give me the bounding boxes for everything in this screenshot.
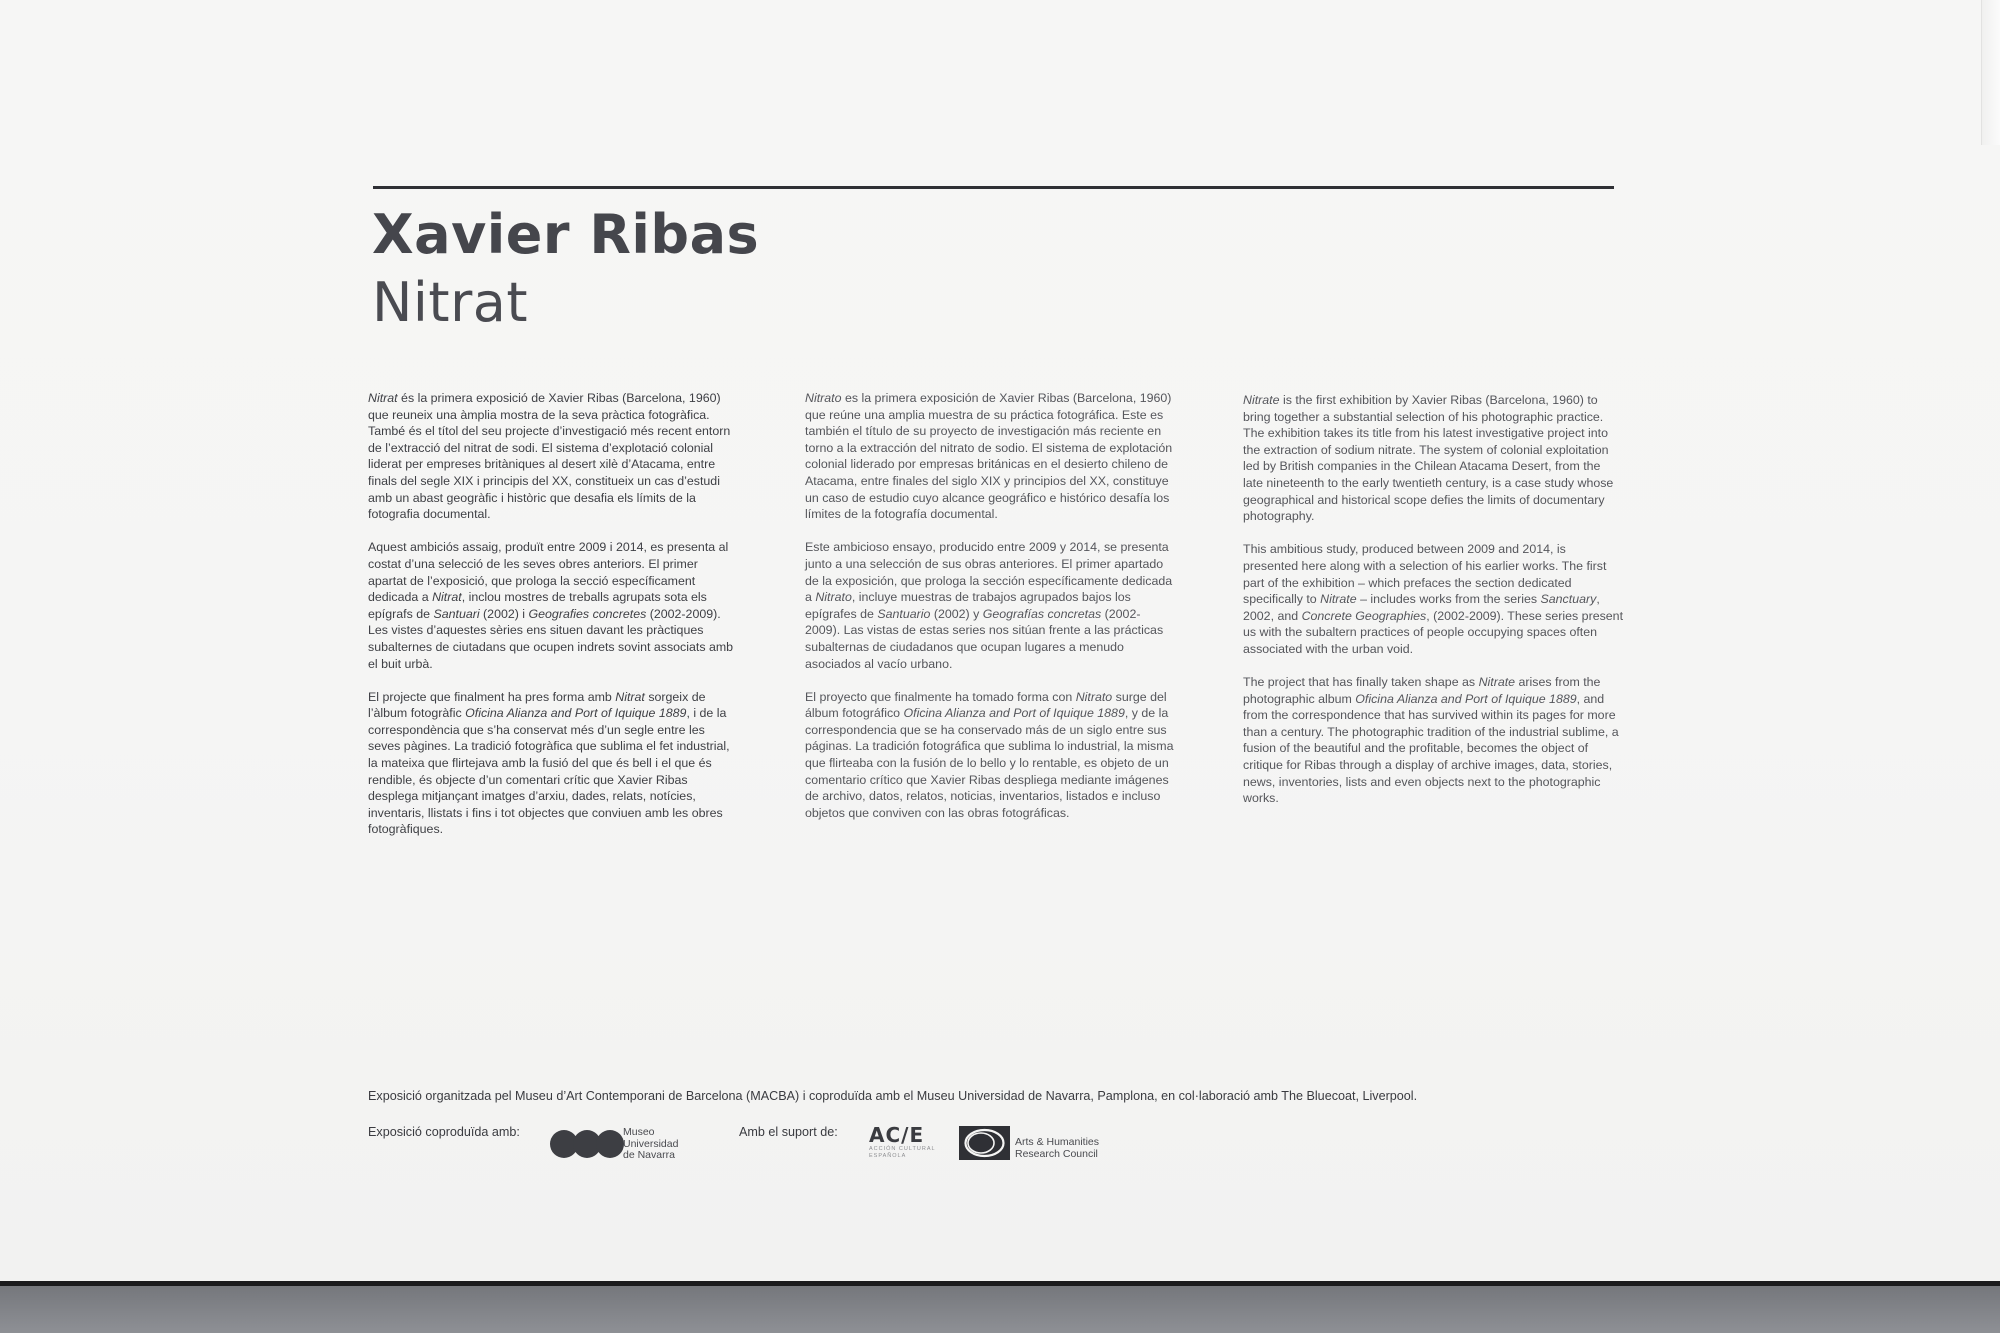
logo-text-line: Arts & Humanities bbox=[1015, 1136, 1100, 1148]
italic-title: Geografías concretas bbox=[982, 606, 1102, 621]
italic-title: Nitrato bbox=[1075, 689, 1113, 704]
italic-title: Nitrat bbox=[368, 391, 398, 405]
paragraph-text: (2002-2009). Les vistes d’aquestes sèries ens situen davant les pràctiques subalternes de ciutadans que ocupen indrets sovint associats amb el buit urbà. bbox=[368, 606, 734, 671]
paragraph-text: is the first exhibition by Xavier Ribas (Barcelona, 1960) to bring together a substantial selection of his photographic practice. The exhibition takes its title from his latest investigative project into the extraction of sodium nitrate. The system of colonial exploitation led by British companies in the Chilean Atacama Desert, from the late nineteenth to the early twentieth century, is a case study whose geographical and historical scope defies the limits of documentary photography. bbox=[1243, 393, 1614, 524]
paragraph-text: , inclou mostres de treballs agrupats sota els epígrafs de bbox=[368, 590, 707, 621]
paragraph-text: surge del álbum fotográfico bbox=[805, 689, 1167, 721]
italic-title: Santuario bbox=[877, 606, 931, 621]
paragraph bbox=[805, 689, 1175, 822]
artist-name: Xavier Ribas bbox=[372, 203, 760, 266]
logo-text-line: de Navarra bbox=[623, 1149, 675, 1161]
museo-universidad-navarra-logo bbox=[550, 1124, 690, 1162]
wall-corner bbox=[1981, 0, 2000, 145]
italic-title: Nitrato bbox=[805, 391, 842, 405]
italic-title: Nitrate bbox=[1243, 393, 1280, 407]
gallery-floor bbox=[0, 1286, 2000, 1333]
text-column-spanish bbox=[805, 390, 1175, 838]
paragraph-text: , i de la correspondència que s’ha conservat més d’un segle entre les seves pàgines. La tradició fotogràfica que sublima el fet industrial, la mateixa que flirtejava amb la fusió del que és bell i el que és rendible, és objecte d’un comentari crític que Xavier Ribas desplega mitjançant imatges d’arxiu, dades, relats, notícies, inventaris, llistats i fins i tot objectes que conviuen amb les obres fotogràfiques. bbox=[368, 706, 730, 837]
paragraph-text: es la primera exposición de Xavier Ribas (Barcelona, 1960) que reúne una amplia muestra de su práctica fotográfica. Este es también el título de su proyecto de investigación más reciente en torno a la extracción del nitrato de sodio. El sistema de explotación colonial liderado por empresas británicas en el desierto chileno de Atacama, entre finales del siglo XIX y principios del XX, constituye un caso de estudio cuyo alcance geográfico e histórico desafía los límites de la fotografía documental. bbox=[805, 391, 1173, 522]
logo-text-line: ACCIÓN CULTURAL bbox=[869, 1146, 936, 1152]
ace-wordmark: AC/E bbox=[869, 1123, 925, 1147]
paragraph-text: (2002-2009). Las vistas de estas series nos sitúan frente a las prácticas subalternas de ciudadanos que ocupan lugares a menudo asociados al vacío urbano. bbox=[805, 606, 1164, 671]
paragraph-text: , y de la correspondencia que se ha conservado más de un siglo entre sus páginas. La tradición fotográfica que sublima lo industrial, la misma que flirteaba con la fusión de lo bello y lo rentable, es objeto de un comentario crítico que Xavier Ribas despliega mediante imágenes de archivo, datos, relatos, noticias, inventarios, listados e incluso objetos que conviven con las obras fotográficas. bbox=[805, 706, 1174, 820]
paragraph-text: (2002) y bbox=[930, 606, 983, 621]
paragraph bbox=[1243, 392, 1623, 525]
accion-cultural-espanola-logo bbox=[869, 1124, 949, 1164]
paragraph-text: és la primera exposició de Xavier Ribas (Barcelona, 1960) que reuneix una àmplia mostra de la seva pràctica fotogràfica. També és el títol del seu projecte d’investigació més recent entorn de l’extracció del nitrat de sodi. El sistema d’explotació colonial liderat per empreses britàniques al desert xilè d’Atacama, entre finals del segle XIX i principis del XX, constitueix un cas d’estudi amb un abast geogràfic i històric que desafia els límits de la fotografia documental. bbox=[368, 391, 731, 522]
ahrc-emblem-icon bbox=[959, 1126, 1010, 1160]
italic-title: Sanctuary bbox=[1540, 592, 1597, 607]
paragraph bbox=[368, 689, 738, 838]
paragraph-text: , and from the correspondence that has survived within its pages for more than a century. The photographic tradition of the industrial sublime, a fusion of the beautiful and the profitable, becomes the object of critique for Ribas through a display of archive images, data, stories, news, inventories, lists and even objects next to the photographic works. bbox=[1243, 691, 1619, 806]
paragraph-text: El projecte que finalment ha pres forma amb bbox=[368, 689, 616, 704]
paragraph bbox=[805, 539, 1175, 672]
italic-title: Nitrat bbox=[615, 689, 645, 704]
header-rule bbox=[373, 186, 1614, 189]
arts-humanities-research-council-logo bbox=[959, 1126, 1119, 1162]
three-circles-icon bbox=[550, 1127, 624, 1161]
italic-title: Nitrat bbox=[432, 590, 462, 605]
paragraph-text: , 2002, and bbox=[1243, 592, 1600, 623]
paragraph bbox=[1243, 541, 1623, 657]
logo-circle bbox=[596, 1130, 624, 1158]
paragraph bbox=[805, 390, 1175, 523]
logo-wordmark bbox=[623, 1127, 678, 1162]
ace-subtitle bbox=[869, 1146, 949, 1160]
paragraph bbox=[368, 390, 738, 523]
exhibition-title: Nitrat bbox=[372, 271, 529, 334]
paragraph bbox=[368, 539, 738, 672]
paragraph-text: Aquest ambiciós assaig, produït entre 2009 i 2014, es presenta al costat d’una selecció de les seves obres anteriors. El primer apartat de l’exposició, que prologa la secció específicament dedicada a bbox=[368, 540, 729, 605]
italic-title: Nitrate bbox=[1478, 675, 1516, 690]
coproduced-label: Exposició coproduïda amb: bbox=[368, 1125, 520, 1139]
paragraph-text: (2002) i bbox=[479, 606, 529, 621]
italic-title: Santuari bbox=[433, 606, 480, 621]
italic-title: Geografies concretes bbox=[528, 606, 647, 621]
logo-wordmark bbox=[1015, 1137, 1099, 1160]
italic-title: Nitrate bbox=[1320, 592, 1357, 607]
italic-title: Oficina Alianza and Port of Iquique 1889 bbox=[465, 706, 687, 721]
italic-title: Nitrato bbox=[815, 590, 852, 605]
paragraph-text: , (2002-2009). These series present us with the subaltern practices of people occupying spaces often associated with the urban void. bbox=[1243, 608, 1624, 656]
italic-title: Concrete Geographies bbox=[1301, 608, 1427, 623]
logo-text-line: Research Council bbox=[1015, 1147, 1098, 1160]
italic-title: Oficina Alianza and Port of Iquique 1889 bbox=[1355, 691, 1577, 706]
logo-text-line: Museo bbox=[623, 1126, 655, 1138]
italic-title: Oficina Alianza and Port of Iquique 1889 bbox=[903, 706, 1125, 721]
paragraph-text: , incluye muestras de trabajos agrupados bajos los epígrafes de bbox=[805, 590, 1131, 621]
paragraph-text: – includes works from the series bbox=[1356, 592, 1541, 607]
logo-text-line: Universidad bbox=[623, 1137, 679, 1150]
paragraph bbox=[1243, 674, 1623, 807]
paragraph-text: sorgeix de l’àlbum fotogràfic bbox=[368, 689, 706, 721]
paragraph-text: The project that has finally taken shape as bbox=[1243, 675, 1479, 690]
paragraph-text: Este ambicioso ensayo, producido entre 2009 y 2014, se presenta junto a una selección de sus obras anteriores. El primer apartado de la exposición, que prologa la sección específicamente dedicada a bbox=[805, 540, 1173, 605]
text-column-english bbox=[1243, 392, 1623, 823]
text-column-catalan bbox=[368, 390, 738, 855]
support-label: Amb el suport de: bbox=[739, 1125, 838, 1139]
logo-text-line: ESPAÑOLA bbox=[869, 1153, 907, 1159]
paragraph-text: El proyecto que finalmente ha tomado forma con bbox=[805, 689, 1076, 704]
organizer-credits: Exposició organitzada pel Museu d’Art Contemporani de Barcelona (MACBA) i coproduïda amb el Museu Universidad de Navarra, Pamplona, en col·laboració amb The Bluecoat, Liverpool. bbox=[368, 1089, 1418, 1103]
paragraph-text: arises from the photographic album bbox=[1243, 675, 1601, 706]
paragraph-text: This ambitious study, produced between 2009 and 2014, is presented here along with a selection of his earlier works. The first part of the exhibition – which prefaces the section dedicated specifically to bbox=[1243, 542, 1607, 607]
